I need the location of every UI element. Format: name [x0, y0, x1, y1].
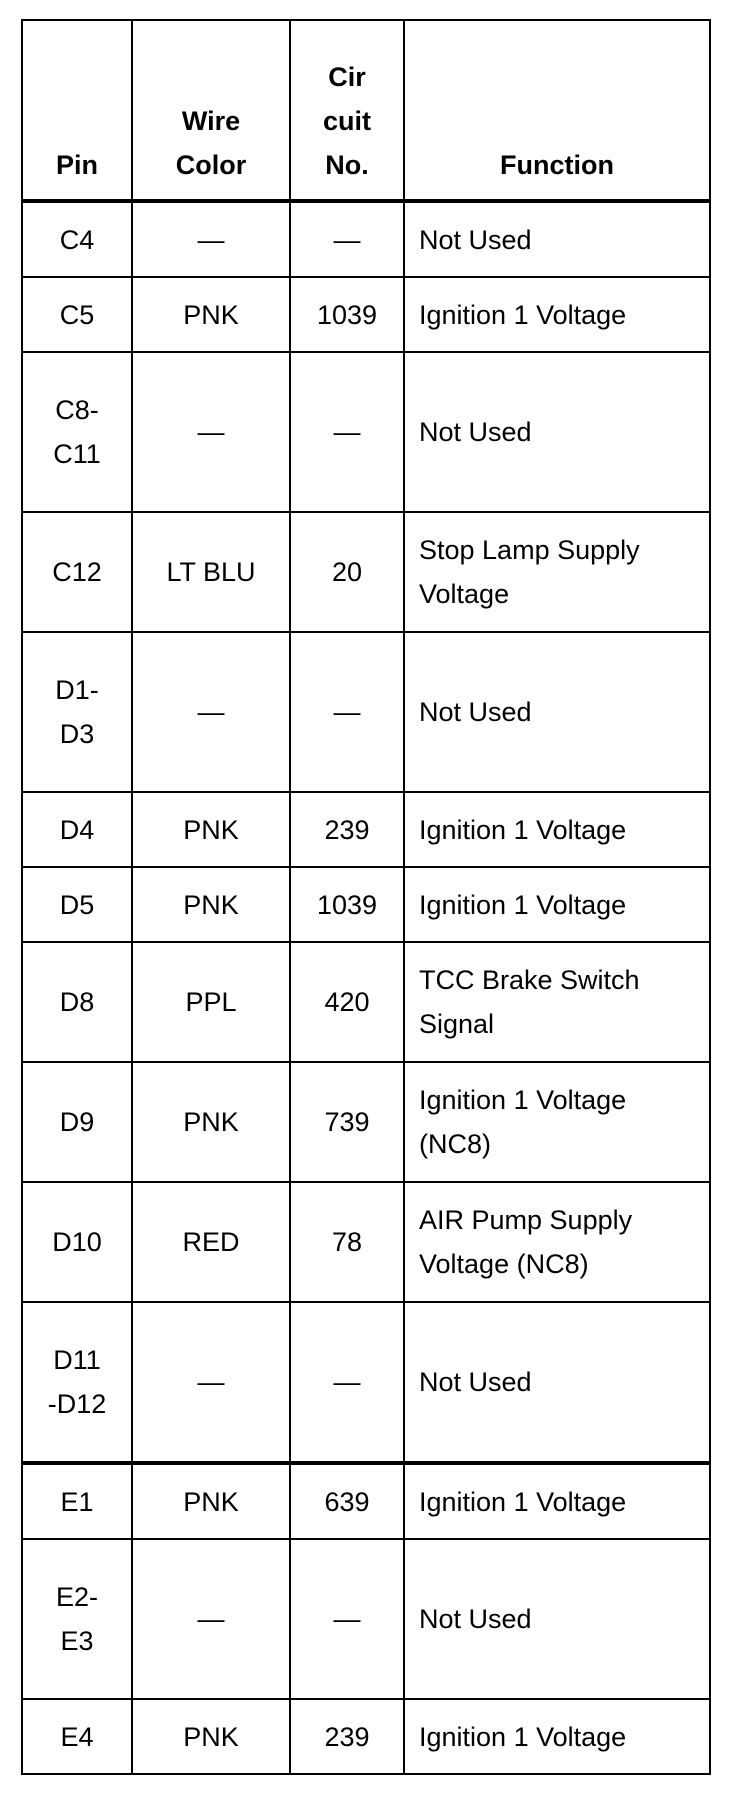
pin-line: D3 — [59, 719, 95, 749]
pin-line: -D12 — [47, 1389, 107, 1419]
circuit-cell: 239 — [290, 792, 404, 867]
function-cell: Not Used — [404, 352, 710, 512]
function-line: Ignition 1 Voltage — [419, 1085, 627, 1115]
pinout-table — [21, 19, 711, 1775]
circuit-cell: — — [290, 201, 404, 277]
pin-cell: D5 — [22, 867, 132, 942]
table-row — [22, 867, 710, 942]
function-cell: Not Used — [404, 1302, 710, 1463]
circuit-cell: 420 — [290, 942, 404, 1062]
header-wire-color-line: Color — [175, 150, 247, 180]
circuit-cell: — — [290, 632, 404, 792]
function-line: Signal — [419, 1009, 495, 1039]
pin-cell — [22, 352, 132, 512]
function-cell: Ignition 1 Voltage — [404, 867, 710, 942]
wire-color-cell: — — [132, 201, 290, 277]
table-row — [22, 1182, 710, 1302]
pin-cell: D9 — [22, 1062, 132, 1182]
table-row — [22, 1699, 710, 1774]
pin-line: E2- — [55, 1582, 99, 1612]
function-line: AIR Pump Supply — [419, 1205, 633, 1235]
function-line: Stop Lamp Supply — [419, 535, 640, 565]
function-line: (NC8) — [419, 1129, 491, 1159]
circuit-cell: — — [290, 352, 404, 512]
wire-color-cell: RED — [132, 1182, 290, 1302]
table-row — [22, 512, 710, 632]
function-cell — [404, 512, 710, 632]
table-row — [22, 792, 710, 867]
circuit-cell: 639 — [290, 1463, 404, 1539]
function-cell: Not Used — [404, 632, 710, 792]
table-body — [22, 201, 710, 1774]
wire-color-cell: PNK — [132, 1699, 290, 1774]
function-cell: Not Used — [404, 201, 710, 277]
pin-cell — [22, 1302, 132, 1463]
pin-cell: D4 — [22, 792, 132, 867]
header-function: Function — [404, 20, 710, 201]
table-row — [22, 352, 710, 512]
table-row — [22, 1062, 710, 1182]
wire-color-cell: PNK — [132, 277, 290, 352]
header-circuit-no — [290, 20, 404, 201]
pin-cell: E1 — [22, 1463, 132, 1539]
pin-cell: C5 — [22, 277, 132, 352]
function-cell — [404, 1062, 710, 1182]
pin-cell — [22, 1539, 132, 1699]
wire-color-cell: — — [132, 1302, 290, 1463]
function-cell: Ignition 1 Voltage — [404, 792, 710, 867]
header-circuit-line: Cir — [328, 62, 366, 92]
header-wire-color — [132, 20, 290, 201]
header-circuit-line: cuit — [322, 106, 371, 136]
header-row — [22, 20, 710, 201]
header-wire-color-line: Wire — [181, 106, 241, 136]
function-cell: Ignition 1 Voltage — [404, 277, 710, 352]
pin-cell — [22, 632, 132, 792]
pin-cell: D8 — [22, 942, 132, 1062]
table-row — [22, 632, 710, 792]
function-cell — [404, 942, 710, 1062]
table-row — [22, 277, 710, 352]
function-cell: Ignition 1 Voltage — [404, 1699, 710, 1774]
pin-cell: E4 — [22, 1699, 132, 1774]
pin-line: D1- — [55, 675, 99, 705]
circuit-cell: — — [290, 1302, 404, 1463]
pin-line: D11 — [53, 1345, 101, 1375]
function-line: Voltage (NC8) — [419, 1249, 589, 1279]
header-pin: Pin — [22, 20, 132, 201]
pin-cell: C4 — [22, 201, 132, 277]
wire-color-cell: PNK — [132, 792, 290, 867]
pin-line: C8- — [55, 395, 99, 425]
pin-cell: D10 — [22, 1182, 132, 1302]
table-row — [22, 201, 710, 277]
wire-color-cell: LT BLU — [132, 512, 290, 632]
wire-color-cell: PPL — [132, 942, 290, 1062]
function-cell — [404, 1182, 710, 1302]
circuit-cell: — — [290, 1539, 404, 1699]
wire-color-cell: — — [132, 632, 290, 792]
table-row — [22, 1302, 710, 1463]
table-row — [22, 1539, 710, 1699]
pin-line: E3 — [60, 1626, 94, 1656]
table-header — [22, 20, 710, 201]
circuit-cell: 78 — [290, 1182, 404, 1302]
function-line: TCC Brake Switch — [419, 965, 640, 995]
table-row — [22, 942, 710, 1062]
wire-color-cell: PNK — [132, 867, 290, 942]
circuit-cell: 1039 — [290, 867, 404, 942]
pin-cell: C12 — [22, 512, 132, 632]
wire-color-cell: PNK — [132, 1463, 290, 1539]
pin-line: C11 — [53, 439, 101, 469]
header-circuit-line: No. — [325, 150, 369, 180]
function-line: Voltage — [419, 579, 510, 609]
circuit-cell: 1039 — [290, 277, 404, 352]
wire-color-cell: PNK — [132, 1062, 290, 1182]
function-cell: Not Used — [404, 1539, 710, 1699]
wire-color-cell: — — [132, 352, 290, 512]
function-cell: Ignition 1 Voltage — [404, 1463, 710, 1539]
table-row — [22, 1463, 710, 1539]
circuit-cell: 239 — [290, 1699, 404, 1774]
wire-color-cell: — — [132, 1539, 290, 1699]
circuit-cell: 739 — [290, 1062, 404, 1182]
circuit-cell: 20 — [290, 512, 404, 632]
